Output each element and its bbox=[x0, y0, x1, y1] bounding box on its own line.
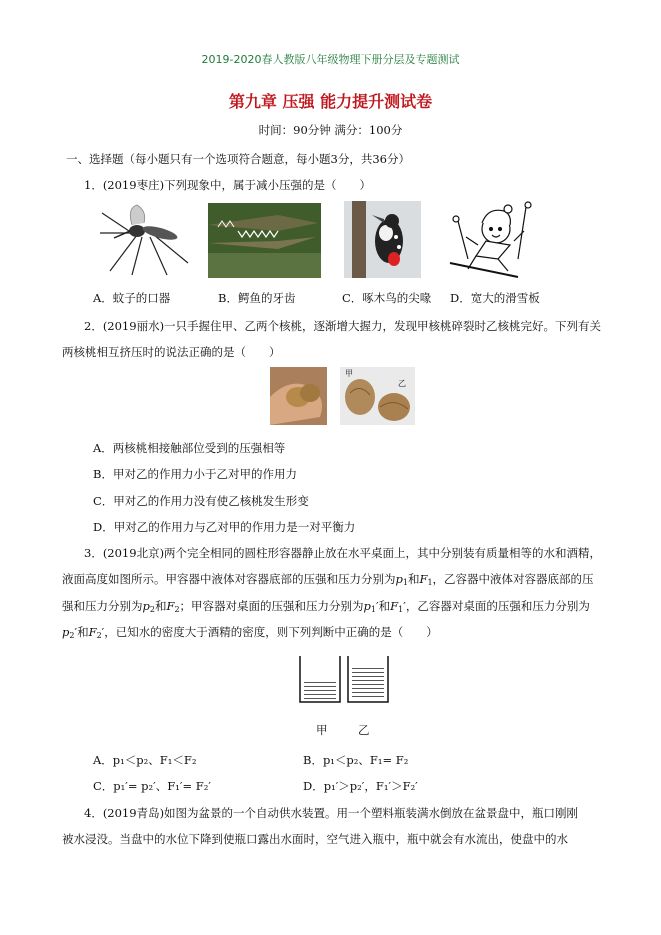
question-2-stem-line1: 2．(2019丽水)一只手握住甲、乙两个核桃，逐渐增大握力，发现甲核桃碎裂时乙核桃完好。下列有关 bbox=[84, 319, 602, 333]
walnut-label-b: 乙 bbox=[398, 379, 406, 388]
q3-option-a: A．p₁＜p₂、F₁＜F₂ bbox=[93, 753, 197, 767]
question-4-line2: 被水浸没。当盘中的水位下降到使瓶口露出水面时，空气进入瓶中，瓶中就会有水流出，使盘中的水 bbox=[62, 832, 568, 846]
q1-option-c: C．啄木鸟的尖喙 bbox=[342, 291, 432, 305]
question-2-stem-line2: 两核桃相互挤压时的说法正确的是（ ） bbox=[62, 345, 281, 359]
q3-option-b: B．p₁＜p₂、F₁= F₂ bbox=[303, 753, 409, 767]
containers-diagram bbox=[296, 652, 396, 704]
section-heading: 一、选择题（每小题只有一个选项符合题意，每小题3分，共36分） bbox=[66, 152, 410, 166]
walnut-hand-image bbox=[270, 367, 327, 425]
q2-option-d: D．甲对乙的作用力与乙对甲的作用力是一对平衡力 bbox=[93, 520, 356, 534]
question-1-stem: 1．(2019枣庄)下列现象中，属于减小压强的是（ ） bbox=[84, 178, 372, 192]
exam-info: 时间：90分钟 满分：100分 bbox=[258, 123, 403, 137]
question-3-line2: 液面高度如图所示。甲容器中液体对容器底部的压强和压力分别为$p_1$和$F_1$，乙容器中液体对容器底部的压 bbox=[62, 572, 594, 587]
q1-option-d: D．宽大的滑雪板 bbox=[450, 291, 540, 305]
q1-option-b: B．鳄鱼的牙齿 bbox=[218, 291, 296, 305]
q2-option-a: A．两核桃相接触部位受到的压强相等 bbox=[93, 441, 286, 455]
question-3-line1: 3．(2019北京)两个完全相同的圆柱形容器静止放在水平桌面上，其中分别装有质量相等的水和酒精， bbox=[84, 546, 602, 560]
question-4-line1: 4．(2019青岛)如图为盆景的一个自动供水装置。用一个塑料瓶装满水倒放在盆景盘中，瓶口刚刚 bbox=[84, 806, 579, 820]
page-title: 第九章 压强 能力提升测试卷 bbox=[228, 92, 433, 111]
q2-option-b: B．甲对乙的作用力小于乙对甲的作用力 bbox=[93, 467, 297, 481]
woodpecker-image bbox=[344, 201, 421, 278]
container-label-yi: 乙 bbox=[358, 723, 370, 737]
mosquito-image bbox=[92, 203, 192, 278]
walnut-label-a: 甲 bbox=[345, 369, 353, 378]
q3-option-c: C．p₁′= p₂′、F₁′= F₂′ bbox=[93, 779, 211, 793]
crocodile-image bbox=[208, 203, 321, 278]
q1-option-a: A．蚊子的口器 bbox=[93, 291, 171, 305]
skier-image bbox=[438, 201, 548, 279]
page-header: 2019-2020春人教版八年级物理下册分层及专题测试 bbox=[201, 53, 460, 66]
container-label-jia: 甲 bbox=[316, 723, 328, 737]
q2-option-c: C．甲对乙的作用力没有使乙核桃发生形变 bbox=[93, 494, 309, 508]
question-3-line3: 强和压力分别为$p_2$和$F_2$；甲容器对桌面的压强和压力分别为$p_1'$和$F_1'$，乙容器对桌面的压强和压力分别为 bbox=[62, 599, 590, 614]
q3-option-d: D．p₁′＞p₂′，F₁′＞F₂′ bbox=[303, 779, 418, 793]
question-3-line4: $p_2'$和$F_2'$，已知水的密度大于酒精的密度，则下列判断中正确的是（ ） bbox=[62, 625, 438, 640]
